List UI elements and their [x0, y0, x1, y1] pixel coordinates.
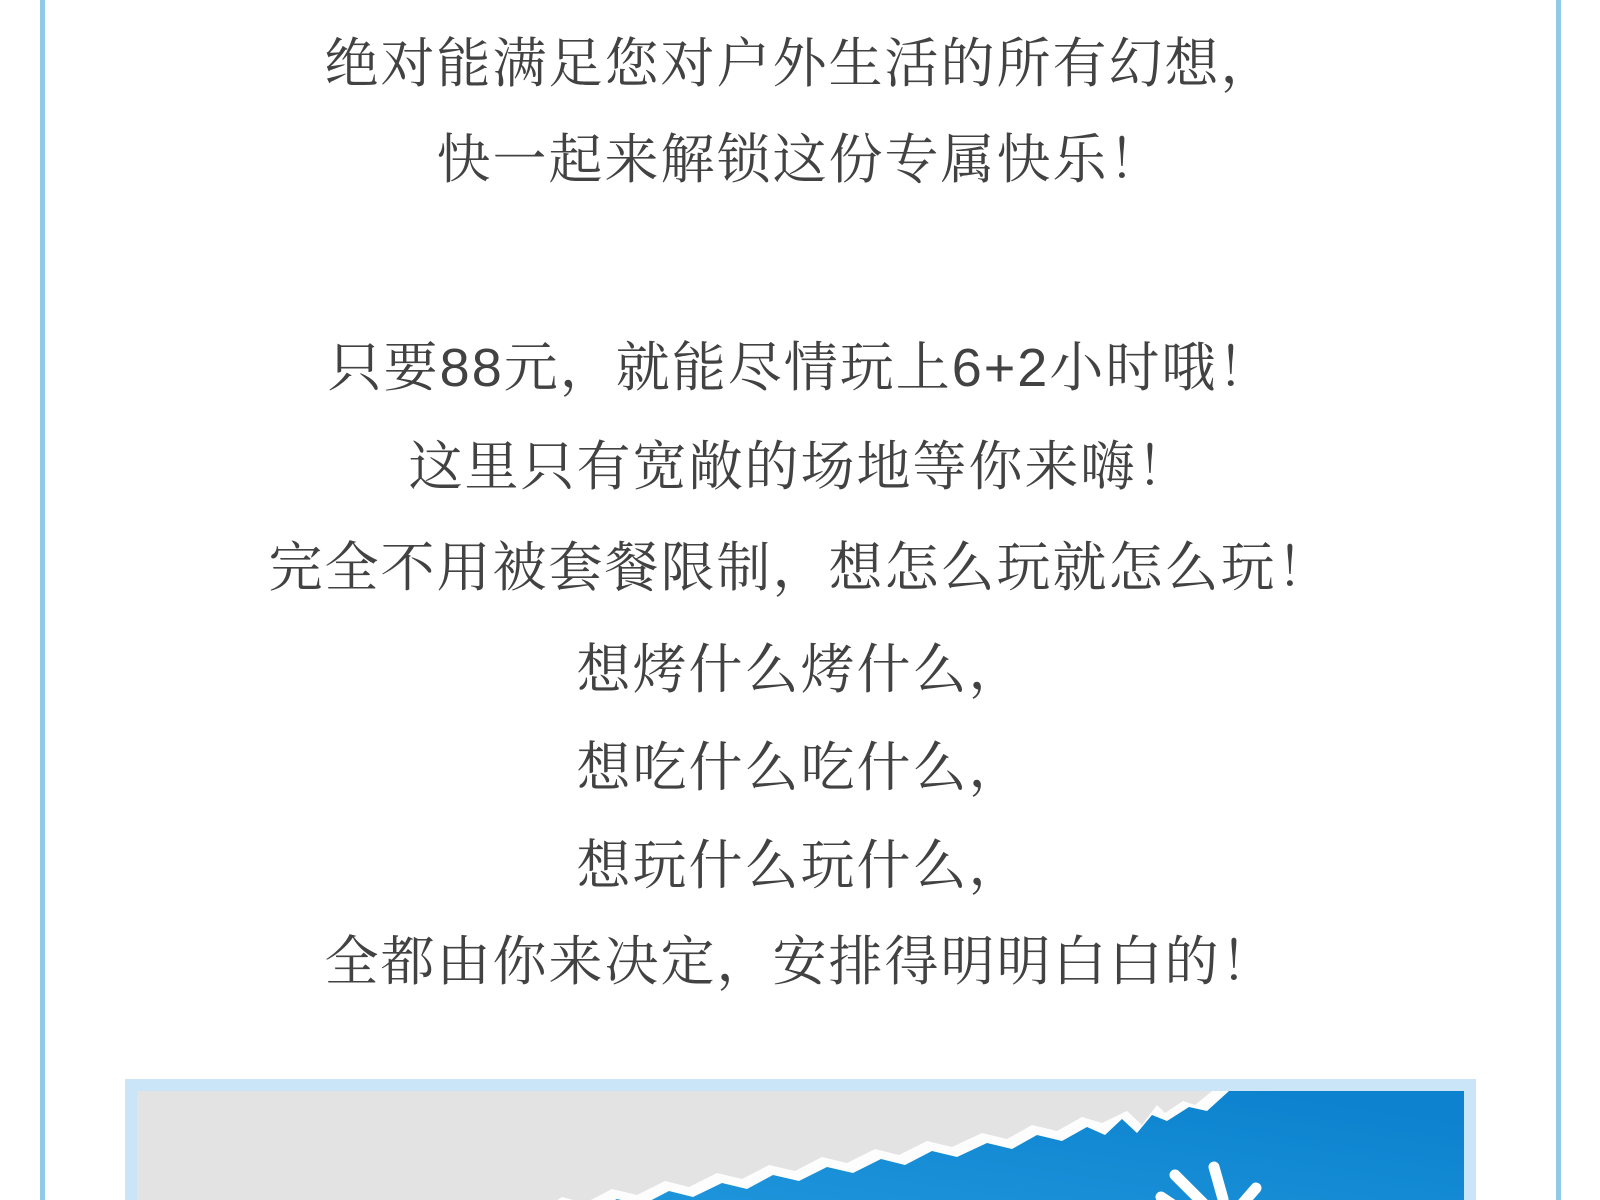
article-line-eat: 想吃什么吃什么，: [576, 738, 1025, 798]
article-line-decide: 全都由你来决定，安排得明明白白的！: [324, 932, 1277, 992]
article-line-venue: 这里只有宽敞的场地等你来嗨！: [408, 437, 1193, 497]
right-border-rule: [1556, 0, 1561, 1200]
article-line-fantasy: 绝对能满足您对户外生活的所有幻想，: [324, 34, 1277, 94]
article-line-no-package: 完全不用被套餐限制，想怎么玩就怎么玩！: [268, 538, 1333, 598]
torn-paper-sky-image: [137, 1091, 1464, 1200]
article-line-unlock: 快一起来解锁这份专属快乐！: [436, 130, 1165, 190]
article-photo[interactable]: [125, 1079, 1476, 1200]
article-line-play: 想玩什么玩什么，: [576, 836, 1025, 896]
article-line-grill: 想烤什么烤什么，: [576, 640, 1025, 700]
photo-clip-area: [137, 1091, 1464, 1200]
article-line-price: 只要88元，就能尽情玩上6+2小时哦！: [327, 338, 1274, 398]
